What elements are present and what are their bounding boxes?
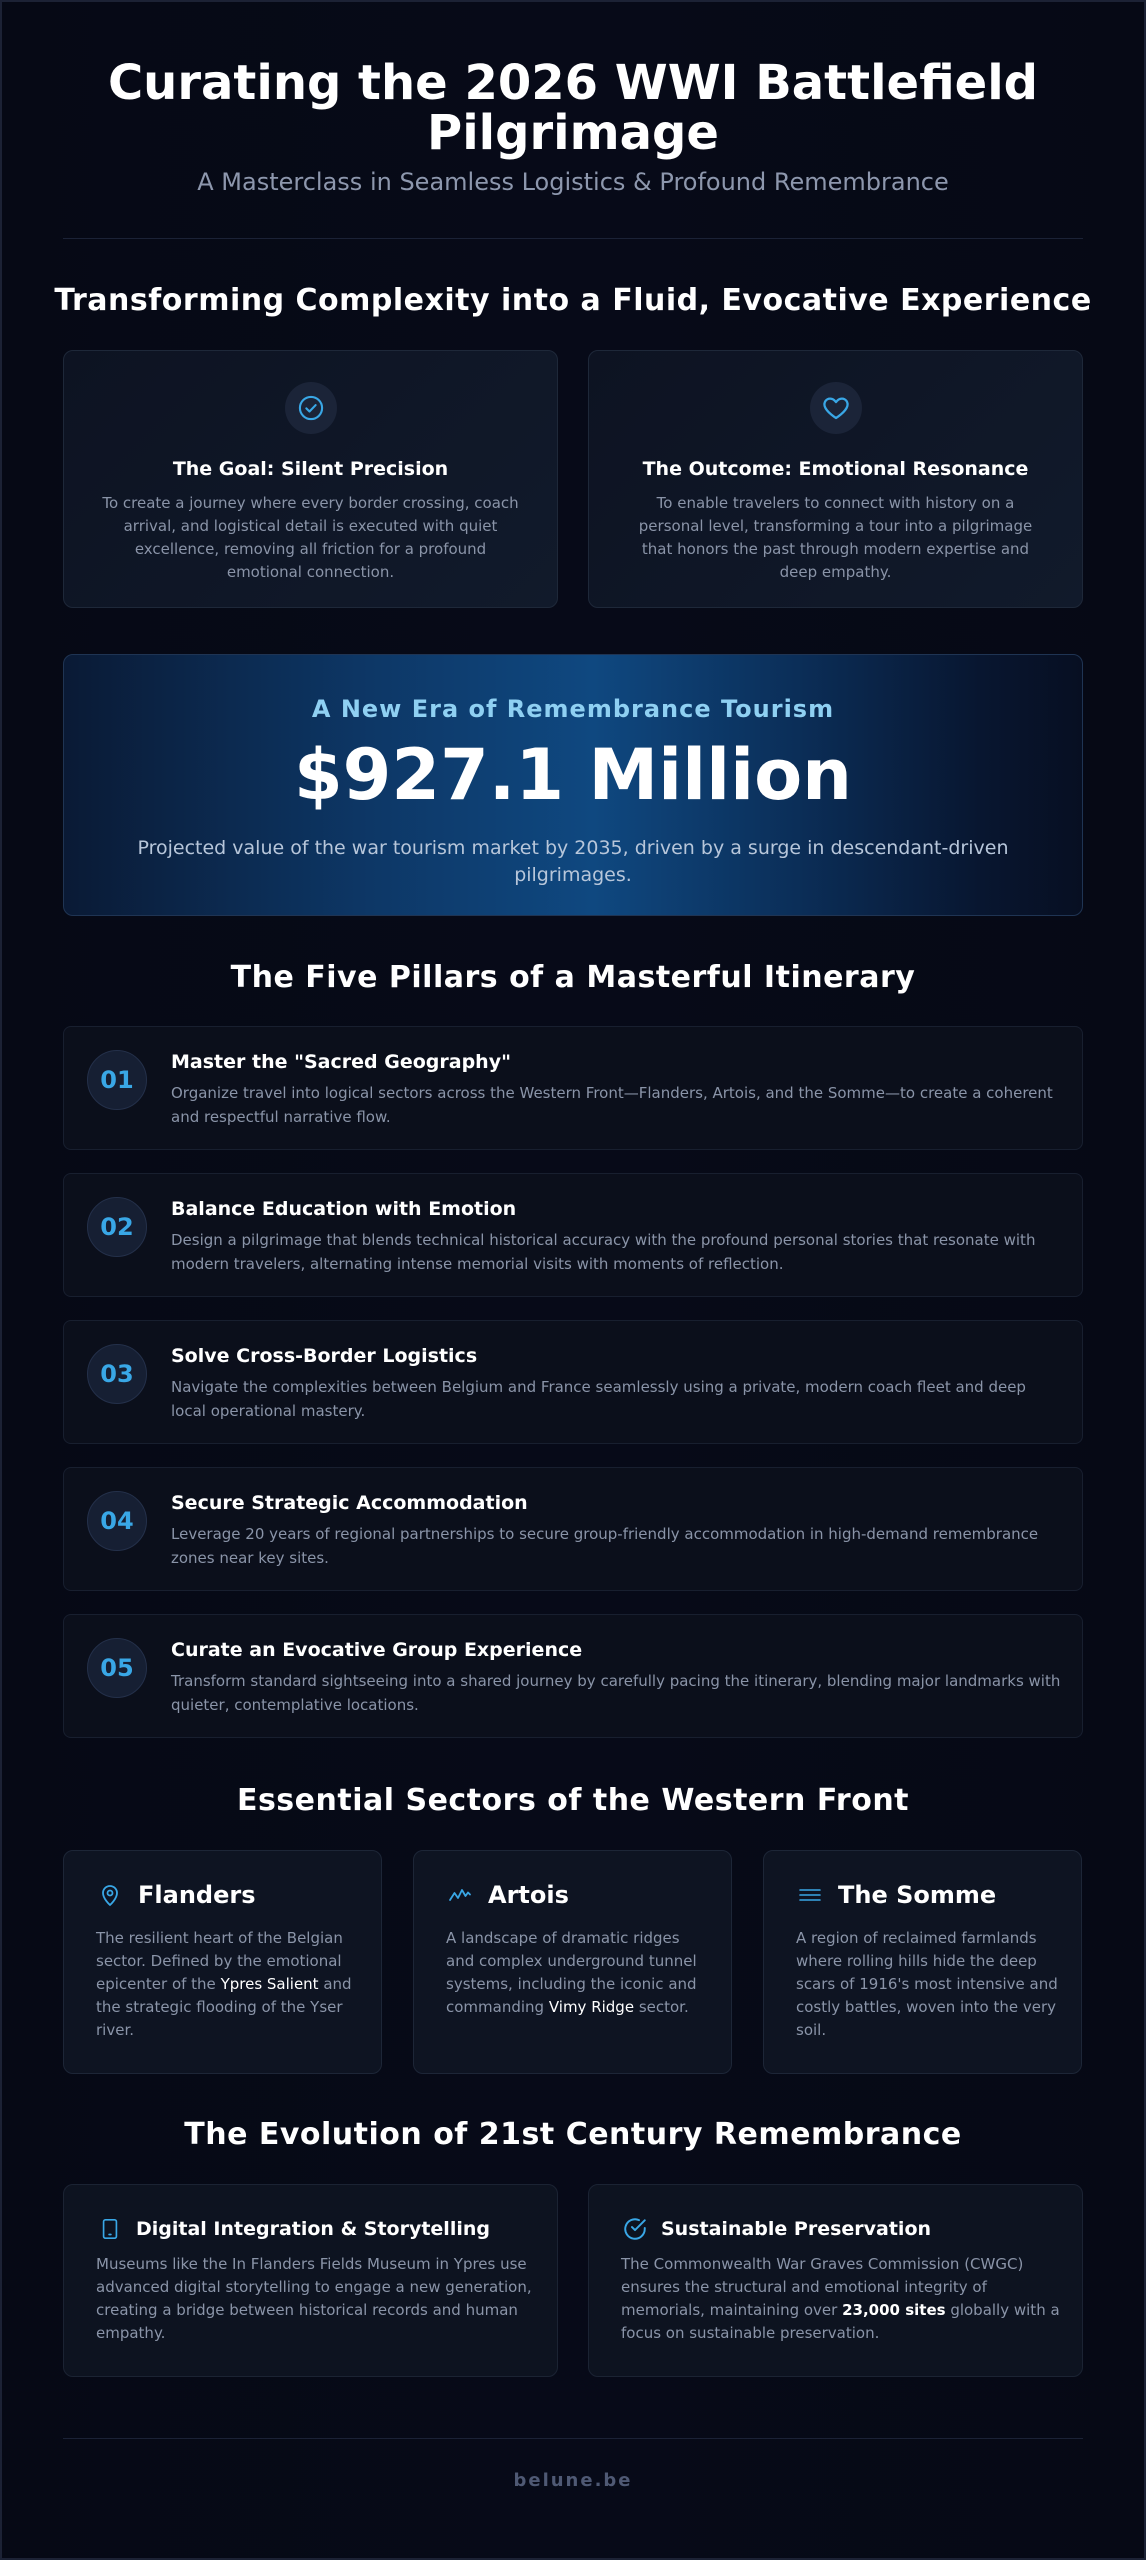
goal-card-text: To create a journey where every border crossing, coach arrival, and logistical detail is executed with quiet excellence, removing all friction for a profound emotional connection. <box>102 494 519 581</box>
pillar-item <box>63 1173 1083 1297</box>
pillar-item <box>63 1320 1083 1444</box>
evolution-card-preservation <box>588 2184 1083 2377</box>
evolution-text: The Commonwealth War Graves Commission (CWGC) ensures the structural and emotional integrity of memorials, maintaining over 23,000 sites globally with a focus on sustainable preservation. <box>621 2255 1060 2342</box>
stat-value: $927.1 Million <box>293 734 853 816</box>
market-stat-banner <box>63 654 1083 916</box>
footer-divider <box>63 2438 1083 2439</box>
pillar-item <box>63 1614 1083 1738</box>
pillar-number: 02 <box>87 1197 147 1257</box>
evolution-title: Sustainable Preservation <box>661 2218 932 2240</box>
evolution-section-title: The Evolution of 21st Century Remembrance <box>184 2117 962 2152</box>
pillar-title: Secure Strategic Accommodation <box>171 1492 528 1514</box>
pillar-text: Organize travel into logical sectors across the Western Front—Flanders, Artois, and the Somme—to create a coherent and respectful narrative flow. <box>171 1084 1053 1126</box>
pillar-text: Navigate the complexities between Belgium and France seamlessly using a private, modern coach fleet and deep local operational mastery. <box>171 1378 1026 1420</box>
stat-description: Projected value of the war tourism market by 2035, driven by a surge in descendant-driven pilgrimages. <box>137 837 1009 886</box>
sector-text: The resilient heart of the Belgian sector. Defined by the emotional epicenter of the Ypres Salient and the strategic flooding of the Yser river. <box>96 1929 352 2039</box>
pillar-number: 03 <box>87 1344 147 1404</box>
pillar-title: Balance Education with Emotion <box>171 1198 517 1220</box>
sector-highlight: Ypres Salient <box>220 1975 319 1993</box>
outcome-card <box>588 350 1083 608</box>
header-divider <box>63 238 1083 239</box>
sector-title: Flanders <box>138 1881 256 1909</box>
check-circle-icon <box>285 382 337 434</box>
goal-card <box>63 350 558 608</box>
sites-count-highlight: 23,000 sites <box>842 2301 946 2319</box>
sector-card-artois <box>413 1850 732 2074</box>
evolution-text: Museums like the In Flanders Fields Museum in Ypres use advanced digital storytelling to engage a new generation, creating a bridge between historical records and human empathy. <box>96 2255 532 2342</box>
check-circle-icon <box>621 2215 649 2243</box>
footer-link[interactable]: belune.be <box>513 2470 633 2491</box>
sector-card-somme <box>763 1850 1082 2074</box>
sectors-section-title: Essential Sectors of the Western Front <box>236 1783 910 1818</box>
page-subtitle: A Masterclass in Seamless Logistics & Profound Remembrance <box>197 168 949 196</box>
wave-lines-icon <box>796 1881 824 1909</box>
ridge-line-icon <box>446 1881 474 1909</box>
sector-title: Artois <box>488 1881 569 1909</box>
pillar-number: 05 <box>87 1638 147 1698</box>
pillars-section-title: The Five Pillars of a Masterful Itinerary <box>230 960 916 995</box>
pillar-text: Design a pilgrimage that blends technical historical accuracy with the profound personal stories that resonate with modern travelers, alternating intense memorial visits with moments of reflection. <box>171 1231 1036 1273</box>
pillar-text: Leverage 20 years of regional partnerships to secure group-friendly accommodation in high-demand remembrance zones near key sites. <box>171 1525 1039 1567</box>
sector-highlight: Vimy Ridge <box>548 1998 635 2016</box>
pillar-title: Solve Cross-Border Logistics <box>171 1345 478 1367</box>
pillar-title: Master the "Sacred Geography" <box>171 1051 511 1073</box>
heart-icon <box>810 382 862 434</box>
map-pin-icon <box>96 1881 124 1909</box>
pillar-number: 04 <box>87 1491 147 1551</box>
sector-text: A region of reclaimed farmlands where rolling hills hide the deep scars of 1916's most intensive and costly battles, woven into the very soil. <box>796 1929 1058 2039</box>
outcome-card-text: To enable travelers to connect with history on a personal level, transforming a tour into a pilgrimage that honors the past through modern expertise and deep empathy. <box>638 494 1033 581</box>
sector-text: A landscape of dramatic ridges and complex underground tunnel systems, including the iconic and commanding Vimy Ridge sector. <box>446 1929 697 2016</box>
intro-section-title: Transforming Complexity into a Fluid, Evocative Experience <box>54 283 1092 318</box>
sector-card-flanders <box>63 1850 382 2074</box>
evolution-title: Digital Integration & Storytelling <box>136 2218 490 2240</box>
page-title: Curating the 2026 WWI Battlefield Pilgrimage <box>107 55 1039 161</box>
evolution-card-digital <box>63 2184 558 2377</box>
sector-title: The Somme <box>838 1881 997 1909</box>
pillar-text: Transform standard sightseeing into a shared journey by carefully pacing the itinerary, blending major landmarks with quieter, contemplative locations. <box>171 1672 1061 1714</box>
pillar-number: 01 <box>87 1050 147 1110</box>
outcome-card-title: The Outcome: Emotional Resonance <box>642 458 1029 480</box>
pillar-title: Curate an Evocative Group Experience <box>171 1639 583 1661</box>
goal-card-title: The Goal: Silent Precision <box>172 458 449 480</box>
pillar-item <box>63 1026 1083 1150</box>
stat-eyebrow: A New Era of Remembrance Tourism <box>311 695 835 723</box>
tablet-icon <box>96 2215 124 2243</box>
pillar-item <box>63 1467 1083 1591</box>
